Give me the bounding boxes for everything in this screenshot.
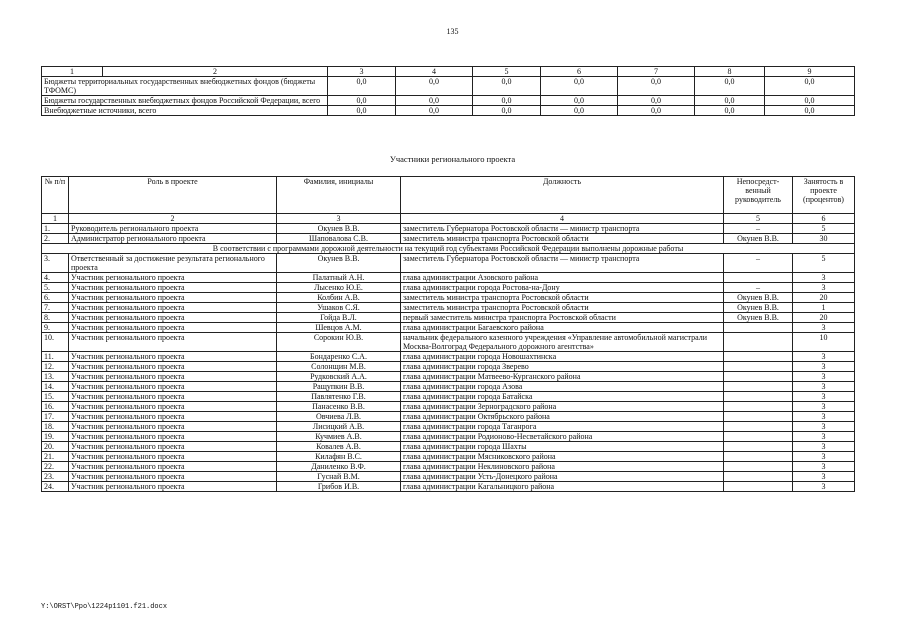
participant-row: [42, 452, 855, 462]
participant-row: [42, 382, 855, 392]
budget-header-col-3: 3: [328, 67, 396, 77]
participant-manager: [724, 402, 793, 412]
participant-row: [42, 283, 855, 293]
participant-row: [42, 352, 855, 362]
participant-row: [42, 402, 855, 412]
budget-row-value: 0,0: [328, 106, 396, 116]
participant-num: 15.: [42, 392, 69, 402]
participant-num: 17.: [42, 412, 69, 422]
participant-row: [42, 372, 855, 382]
participant-load: 3: [793, 412, 855, 422]
budget-row-value: 0,0: [396, 77, 473, 96]
participant-role: Руководитель регионального проекта: [69, 224, 277, 234]
budget-header-col-2: 2: [213, 67, 217, 76]
participant-name: Павлятенко Г.В.: [277, 392, 401, 402]
participant-role: Участник регионального проекта: [69, 273, 277, 283]
participant-position: глава администрации города Азова: [401, 382, 724, 392]
participant-name: Даниленко В.Ф.: [277, 462, 401, 472]
budget-row-value: 0,0: [396, 96, 473, 106]
budget-row-value: 0,0: [765, 77, 855, 96]
budget-header-row: [42, 67, 855, 77]
participant-role: Администратор регионального проекта: [69, 234, 277, 244]
participant-manager: [724, 482, 793, 492]
participant-manager: [724, 323, 793, 333]
file-path-footer: Y:\ORST\Ppo\1224p1101.f21.docx: [41, 603, 168, 611]
participant-name: Сорокин Ю.В.: [277, 333, 401, 352]
participant-load: 3: [793, 392, 855, 402]
participant-load: 3: [793, 422, 855, 432]
participant-manager: [724, 472, 793, 482]
budget-row: [42, 96, 855, 106]
participant-role: Участник регионального проекта: [69, 402, 277, 412]
participant-load: 3: [793, 402, 855, 412]
participant-load: 3: [793, 352, 855, 362]
participant-name: Шаповалова С.В.: [277, 234, 401, 244]
participant-name: Ушаков С.Я.: [277, 303, 401, 313]
participant-row: [42, 392, 855, 402]
participant-position: заместитель Губернатора Ростовской области — министр транспорта: [401, 254, 724, 273]
participants-column-number: 6: [793, 214, 855, 224]
participant-load: 3: [793, 273, 855, 283]
budget-row-value: 0,0: [473, 96, 541, 106]
budget-row-value: 0,0: [765, 96, 855, 106]
budget-row-value: 0,0: [695, 77, 765, 96]
participant-name: Бондаренко С.А.: [277, 352, 401, 362]
budget-row-value: 0,0: [473, 106, 541, 116]
participant-row: [42, 313, 855, 323]
budget-table: [41, 66, 855, 116]
participant-name: Лисицкий А.В.: [277, 422, 401, 432]
participant-role: Участник регионального проекта: [69, 303, 277, 313]
budget-row-value: 0,0: [618, 77, 695, 96]
participant-num: 11.: [42, 352, 69, 362]
participant-name: Грибов И.В.: [277, 482, 401, 492]
participant-row: [42, 422, 855, 432]
participant-load: 3: [793, 452, 855, 462]
participant-row: [42, 362, 855, 372]
participant-name: Шевцов А.М.: [277, 323, 401, 333]
participant-name: Овчиева Л.В.: [277, 412, 401, 422]
participants-note-row: [42, 244, 855, 254]
participant-role: Участник регионального проекта: [69, 472, 277, 482]
participant-num: 6.: [42, 293, 69, 303]
budget-row: [42, 77, 855, 96]
budget-header-col-4: 4: [396, 67, 473, 77]
participant-load: 3: [793, 323, 855, 333]
participant-load: 1: [793, 303, 855, 313]
participant-name: Гуснай В.М.: [277, 472, 401, 482]
participant-load: 5: [793, 254, 855, 273]
participant-role: Участник регионального проекта: [69, 422, 277, 432]
participant-position: глава администрации Кагальницкого района: [401, 482, 724, 492]
participant-role: Участник регионального проекта: [69, 392, 277, 402]
participant-num: 21.: [42, 452, 69, 462]
participant-position: глава администрации Азовского района: [401, 273, 724, 283]
participant-num: 7.: [42, 303, 69, 313]
participant-role: Участник регионального проекта: [69, 313, 277, 323]
participant-row: [42, 432, 855, 442]
participant-role: Участник регионального проекта: [69, 412, 277, 422]
participant-num: 23.: [42, 472, 69, 482]
participant-manager: [724, 422, 793, 432]
participant-name: Ращупкин В.В.: [277, 382, 401, 392]
participant-row: [42, 224, 855, 234]
participant-manager: Окунев В.В.: [724, 234, 793, 244]
budget-row-label: Внебюджетные источники, всего: [42, 106, 328, 116]
participant-position: глава администрации Матвеево-Курганского района: [401, 372, 724, 382]
participants-note: В соответствии с программами дорожной деятельности на текущий год субъектами Российской Федерации выполнены дорожные работы: [42, 244, 855, 254]
participant-name: Окунев В.В.: [277, 224, 401, 234]
participant-load: 20: [793, 313, 855, 323]
participant-row: [42, 442, 855, 452]
participant-position: начальник федерального казенного учреждения «Управление автомобильной магистрали Москва-Волгоград Федерального дорожного агентства»: [401, 333, 724, 352]
participant-load: 5: [793, 224, 855, 234]
participant-name: Палатный А.Н.: [277, 273, 401, 283]
participant-row: [42, 482, 855, 492]
budget-header-col-8: 8: [695, 67, 765, 77]
budget-row-label: Бюджеты государственных внебюджетных фондов Российской Федерации, всего: [42, 96, 328, 106]
budget-row-value: 0,0: [765, 106, 855, 116]
participant-row: [42, 234, 855, 244]
participant-manager: [724, 412, 793, 422]
participant-num: 18.: [42, 422, 69, 432]
participant-load: 3: [793, 472, 855, 482]
participants-header-cell: Фамилия, инициалы: [277, 177, 401, 214]
participant-num: 16.: [42, 402, 69, 412]
participant-role: Участник регионального проекта: [69, 382, 277, 392]
budget-header-col-5: 5: [473, 67, 541, 77]
participant-position: глава администрации Усть-Донецкого района: [401, 472, 724, 482]
participant-position: заместитель Губернатора Ростовской области — министр транспорта: [401, 224, 724, 234]
budget-row-value: 0,0: [396, 106, 473, 116]
participant-role: Участник регионального проекта: [69, 352, 277, 362]
participant-role: Участник регионального проекта: [69, 293, 277, 303]
participant-name: Кучмиев А.В.: [277, 432, 401, 442]
participant-manager: [724, 352, 793, 362]
participant-name: Килафян В.С.: [277, 452, 401, 462]
budget-row-value: 0,0: [328, 96, 396, 106]
page-number: 135: [446, 27, 459, 36]
budget-header-col-6: 6: [541, 67, 618, 77]
participant-role: Участник регионального проекта: [69, 283, 277, 293]
participants-header-cell: Непосредст-венный руководитель: [724, 177, 793, 214]
participants-table: [41, 176, 855, 492]
participant-manager: [724, 333, 793, 352]
participant-position: глава администрации города Таганрога: [401, 422, 724, 432]
participant-row: [42, 303, 855, 313]
participant-manager: Окунев В.В.: [724, 313, 793, 323]
budget-header-label-cell: [42, 67, 328, 77]
participant-num: 12.: [42, 362, 69, 372]
participant-num: 8.: [42, 313, 69, 323]
participant-row: [42, 293, 855, 303]
budget-row-value: 0,0: [473, 77, 541, 96]
participants-header-row: [42, 177, 855, 214]
participant-load: 3: [793, 362, 855, 372]
participant-position: глава администрации Мясниковского района: [401, 452, 724, 462]
participant-name: Лысенко Ю.Е.: [277, 283, 401, 293]
participant-manager: –: [724, 254, 793, 273]
participant-row: [42, 333, 855, 352]
participant-load: 3: [793, 432, 855, 442]
participant-position: глава администрации Октябрьского района: [401, 412, 724, 422]
participants-column-number-row: [42, 214, 855, 224]
participant-position: глава администрации города Зверево: [401, 362, 724, 372]
participant-load: 3: [793, 442, 855, 452]
participant-manager: Окунев В.В.: [724, 293, 793, 303]
budget-header-col-1: 1: [42, 67, 103, 76]
participant-role: Участник регионального проекта: [69, 323, 277, 333]
participant-num: 1.: [42, 224, 69, 234]
participant-manager: [724, 452, 793, 462]
participant-manager: –: [724, 283, 793, 293]
participant-name: Ковалев А.В.: [277, 442, 401, 452]
participants-header-cell: № п/п: [42, 177, 69, 214]
participant-load: 3: [793, 372, 855, 382]
participant-row: [42, 462, 855, 472]
participant-role: Участник регионального проекта: [69, 432, 277, 442]
participant-name: Рудковский А.А.: [277, 372, 401, 382]
participant-row: [42, 323, 855, 333]
budget-row-value: 0,0: [328, 77, 396, 96]
participant-load: 10: [793, 333, 855, 352]
participant-num: 9.: [42, 323, 69, 333]
participant-manager: [724, 273, 793, 283]
participant-name: Колбин А.В.: [277, 293, 401, 303]
participants-column-number: 3: [277, 214, 401, 224]
budget-row-value: 0,0: [541, 77, 618, 96]
participant-num: 5.: [42, 283, 69, 293]
participants-column-number: 5: [724, 214, 793, 224]
participant-load: 20: [793, 293, 855, 303]
participant-manager: [724, 442, 793, 452]
budget-row-value: 0,0: [695, 96, 765, 106]
participant-position: заместитель министра транспорта Ростовской области: [401, 234, 724, 244]
participant-num: 24.: [42, 482, 69, 492]
participant-role: Ответственный за достижение результата регионального проекта: [69, 254, 277, 273]
participant-load: 3: [793, 462, 855, 472]
participant-role: Участник регионального проекта: [69, 462, 277, 472]
participant-role: Участник регионального проекта: [69, 362, 277, 372]
participant-role: Участник регионального проекта: [69, 482, 277, 492]
budget-header-col-9: 9: [765, 67, 855, 77]
participant-manager: [724, 372, 793, 382]
budget-row-value: 0,0: [618, 106, 695, 116]
participant-num: 14.: [42, 382, 69, 392]
participant-num: 2.: [42, 234, 69, 244]
participant-position: глава администрации Родионово-Несветайского района: [401, 432, 724, 442]
participant-name: Гойда В.Л.: [277, 313, 401, 323]
participant-row: [42, 412, 855, 422]
participant-manager: [724, 392, 793, 402]
participant-row: [42, 273, 855, 283]
participant-position: глава администрации Зерноградского района: [401, 402, 724, 412]
participant-num: 19.: [42, 432, 69, 442]
budget-row: [42, 106, 855, 116]
participant-num: 4.: [42, 273, 69, 283]
budget-row-value: 0,0: [541, 106, 618, 116]
participant-manager: [724, 382, 793, 392]
participant-num: 22.: [42, 462, 69, 472]
participant-name: Панасенко В.В.: [277, 402, 401, 412]
participant-name: Солонщин М.В.: [277, 362, 401, 372]
participant-row: [42, 472, 855, 482]
participant-role: Участник регионального проекта: [69, 333, 277, 352]
budget-header-col-7: 7: [618, 67, 695, 77]
participant-load: 3: [793, 283, 855, 293]
budget-row-value: 0,0: [618, 96, 695, 106]
participant-position: глава администрации Неклиновского района: [401, 462, 724, 472]
participant-manager: [724, 362, 793, 372]
participant-row: [42, 254, 855, 273]
participant-role: Участник регионального проекта: [69, 442, 277, 452]
participant-num: 3.: [42, 254, 69, 273]
participant-position: глава администрации города Батайска: [401, 392, 724, 402]
budget-row-label: Бюджеты территориальных государственных внебюджетных фондов (бюджеты ТФОМС): [42, 77, 328, 96]
participant-role: Участник регионального проекта: [69, 372, 277, 382]
participant-num: 20.: [42, 442, 69, 452]
participant-role: Участник регионального проекта: [69, 452, 277, 462]
participant-position: заместитель министра транспорта Ростовской области: [401, 303, 724, 313]
participant-position: глава администрации города Новошахтинска: [401, 352, 724, 362]
budget-row-value: 0,0: [695, 106, 765, 116]
section-title: Участники регионального проекта: [389, 154, 516, 164]
participant-manager: Окунев В.В.: [724, 303, 793, 313]
participant-position: глава администрации города Шахты: [401, 442, 724, 452]
participants-header-cell: Должность: [401, 177, 724, 214]
participant-name: Окунев В.В.: [277, 254, 401, 273]
participant-load: 3: [793, 482, 855, 492]
participant-load: 30: [793, 234, 855, 244]
participant-num: 13.: [42, 372, 69, 382]
participant-manager: [724, 432, 793, 442]
participants-column-number: 4: [401, 214, 724, 224]
participants-header-cell: Занятость в проекте (процентов): [793, 177, 855, 214]
participant-manager: –: [724, 224, 793, 234]
participants-column-number: 2: [69, 214, 277, 224]
participant-num: 10.: [42, 333, 69, 352]
participant-position: глава администрации Багаевского района: [401, 323, 724, 333]
participant-position: заместитель министра транспорта Ростовской области: [401, 293, 724, 303]
participant-position: первый заместитель министра транспорта Ростовской области: [401, 313, 724, 323]
participant-manager: [724, 462, 793, 472]
budget-row-value: 0,0: [541, 96, 618, 106]
participant-load: 3: [793, 382, 855, 392]
participant-position: глава администрации города Ростова-на-Дону: [401, 283, 724, 293]
participants-header-cell: Роль в проекте: [69, 177, 277, 214]
participants-column-number: 1: [42, 214, 69, 224]
